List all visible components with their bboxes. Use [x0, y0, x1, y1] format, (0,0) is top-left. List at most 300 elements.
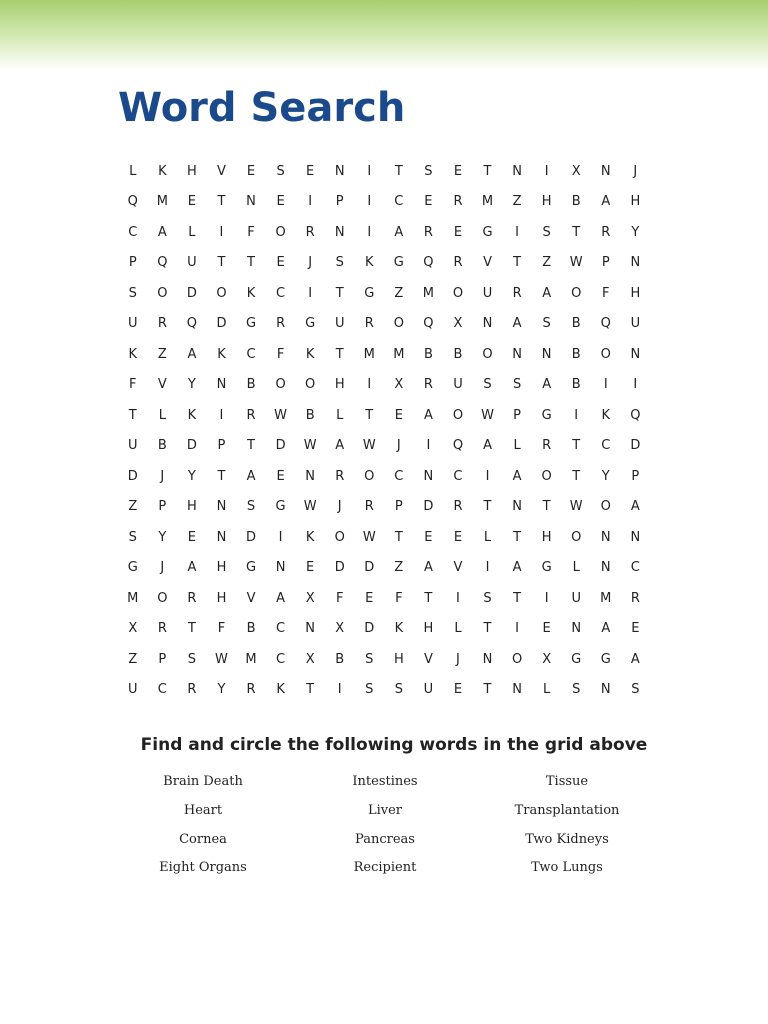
grid-letter: R — [453, 194, 463, 210]
grid-letter: E — [276, 255, 285, 271]
grid-letter: N — [216, 499, 227, 515]
grid-letter: B — [246, 377, 256, 393]
grid-letter: X — [305, 651, 315, 667]
grid-letter: R — [335, 468, 345, 484]
grid-letter: R — [187, 682, 197, 698]
grid-letter: B — [305, 407, 315, 423]
grid-letter: V — [217, 163, 226, 179]
grid-letter: D — [364, 621, 375, 637]
grid-letter: O — [216, 285, 227, 301]
word-item: Heart — [183, 803, 223, 818]
grid-letter: T — [335, 346, 344, 362]
grid-letter: I — [219, 407, 224, 423]
grid-letter: T — [572, 468, 581, 484]
grid-letter: H — [393, 651, 404, 667]
grid-letter: E — [276, 194, 285, 210]
grid-row — [118, 370, 650, 401]
grid-letter: N — [512, 163, 522, 179]
word-item: Brain Death — [163, 774, 243, 789]
grid-letter: X — [335, 621, 345, 637]
grid-letter: O — [482, 346, 493, 362]
grid-letter: L — [572, 560, 580, 576]
grid-letter: A — [630, 499, 640, 515]
grid-letter: N — [512, 682, 522, 698]
grid-letter: S — [542, 316, 551, 332]
grid-row — [118, 522, 650, 553]
grid-letter: M — [393, 346, 405, 362]
grid-letter: T — [335, 285, 344, 301]
grid-letter: S — [246, 499, 256, 515]
grid-letter: F — [276, 346, 285, 362]
grid-letter: F — [129, 377, 137, 393]
grid-row — [118, 583, 650, 614]
grid-letter: T — [572, 438, 581, 454]
grid-letter: L — [188, 224, 196, 240]
grid-letter: S — [394, 682, 403, 698]
grid-letter: W — [215, 651, 228, 667]
grid-letter: Y — [601, 468, 610, 484]
grid-letter: R — [364, 499, 374, 515]
grid-letter: L — [483, 529, 492, 545]
grid-letter: C — [453, 468, 463, 484]
grid-letter: F — [247, 224, 255, 240]
grid-letter: T — [513, 590, 522, 606]
grid-letter: N — [630, 255, 641, 271]
grid-letter: T — [513, 255, 522, 271]
grid-letter: S — [483, 590, 492, 606]
grid-letter: O — [600, 499, 611, 515]
grid-letter: N — [482, 651, 493, 667]
grid-letter: C — [601, 438, 611, 454]
grid-letter: C — [394, 468, 404, 484]
grid-letter: I — [337, 682, 342, 698]
grid-row — [118, 156, 650, 187]
grid-letter: T — [247, 438, 255, 454]
grid-letter: U — [128, 316, 138, 332]
grid-letter: V — [423, 651, 433, 667]
grid-letter: B — [246, 621, 256, 637]
grid-letter: J — [396, 438, 401, 454]
grid-letter: B — [423, 346, 433, 362]
grid-letter: D — [186, 285, 197, 301]
grid-row — [118, 614, 650, 645]
grid-letter: B — [335, 651, 345, 667]
grid-letter: R — [276, 316, 286, 332]
grid-letter: G — [541, 407, 552, 423]
grid-letter: C — [276, 621, 286, 637]
word-item: Liver — [367, 803, 403, 818]
grid-letter: Y — [187, 468, 196, 484]
grid-letter: E — [276, 468, 285, 484]
grid-letter: Q — [157, 255, 168, 271]
grid-letter: W — [362, 438, 376, 454]
grid-letter: C — [394, 194, 404, 210]
grid-letter: T — [513, 529, 522, 545]
grid-letter: V — [453, 560, 463, 576]
grid-letter: U — [423, 682, 434, 698]
grid-letter: Q — [600, 316, 611, 332]
grid-letter: F — [602, 285, 610, 301]
grid-letter: E — [394, 407, 403, 423]
grid-letter: B — [571, 194, 581, 210]
grid-letter: I — [426, 438, 431, 454]
word-list — [0, 772, 768, 892]
grid-letter: Y — [187, 377, 196, 393]
grid-letter: G — [364, 285, 375, 301]
grid-letter: W — [569, 499, 583, 515]
grid-letter: K — [246, 285, 256, 301]
grid-letter: P — [394, 499, 403, 515]
grid-letter: R — [453, 499, 463, 515]
grid-letter: S — [128, 529, 137, 545]
grid-letter: N — [482, 316, 493, 332]
grid-row — [118, 339, 650, 370]
grid-letter: I — [308, 194, 313, 210]
grid-letter: Q — [630, 407, 641, 423]
word-item: Eight Organs — [159, 860, 247, 875]
grid-letter: T — [542, 499, 551, 515]
grid-letter: T — [365, 407, 374, 423]
grid-letter: V — [483, 255, 492, 271]
grid-letter: N — [275, 560, 286, 576]
grid-letter: S — [276, 163, 285, 179]
grid-letter: F — [395, 590, 403, 606]
grid-letter: N — [512, 499, 522, 515]
grid-letter: U — [128, 682, 138, 698]
grid-letter: R — [305, 224, 315, 240]
grid-letter: U — [571, 590, 581, 606]
grid-letter: S — [424, 163, 433, 179]
grid-letter: T — [217, 468, 226, 484]
grid-letter: I — [603, 377, 608, 393]
grid-letter: H — [334, 377, 345, 393]
grid-letter: E — [453, 529, 463, 545]
grid-letter: C — [630, 560, 640, 576]
grid-letter: F — [335, 590, 344, 606]
grid-letter: U — [482, 285, 493, 301]
grid-row — [118, 217, 650, 248]
grid-letter: G — [245, 316, 257, 332]
grid-letter: R — [630, 590, 640, 606]
grid-letter: E — [187, 194, 197, 210]
grid-letter: G — [245, 560, 257, 576]
grid-letter: F — [217, 621, 226, 637]
grid-letter: A — [187, 346, 197, 362]
grid-letter: I — [367, 377, 372, 393]
grid-letter: A — [630, 651, 640, 667]
grid-letter: M — [481, 194, 494, 210]
grid-letter: S — [512, 377, 522, 393]
grid-letter: W — [362, 529, 376, 545]
grid-letter: E — [453, 682, 463, 698]
grid-letter: D — [275, 438, 286, 454]
grid-letter: G — [482, 224, 493, 240]
grid-letter: P — [158, 499, 167, 515]
grid-letter: K — [305, 529, 315, 545]
grid-letter: Z — [542, 255, 552, 271]
word-item: Two Lungs — [531, 860, 603, 875]
grid-letter: X — [128, 621, 138, 637]
grid-letter: M — [363, 346, 375, 362]
grid-letter: I — [515, 224, 520, 240]
grid-letter: R — [364, 316, 374, 332]
grid-letter: K — [187, 407, 197, 423]
grid-letter: Y — [631, 224, 640, 240]
grid-letter: D — [216, 316, 227, 332]
grid-letter: S — [483, 377, 492, 393]
grid-letter: U — [453, 377, 463, 393]
grid-letter: Z — [128, 651, 138, 667]
grid-letter: L — [543, 682, 551, 698]
grid-letter: S — [187, 651, 197, 667]
grid-letter: H — [630, 285, 641, 301]
grid-letter: N — [334, 163, 345, 179]
grid-letter: A — [246, 468, 256, 484]
grid-letter: D — [186, 438, 197, 454]
grid-letter: N — [600, 163, 611, 179]
grid-letter: S — [128, 285, 137, 301]
grid-letter: Y — [217, 682, 226, 698]
grid-letter: O — [571, 529, 582, 545]
grid-letter: E — [424, 194, 433, 210]
grid-letter: P — [335, 194, 344, 210]
grid-letter: O — [600, 346, 611, 362]
grid-letter: P — [158, 651, 167, 667]
grid-letter: N — [541, 346, 552, 362]
grid-letter: Q — [452, 438, 464, 454]
grid-letter: S — [365, 682, 374, 698]
grid-letter: E — [365, 590, 374, 606]
grid-letter: O — [452, 285, 464, 301]
grid-letter: N — [305, 621, 316, 637]
grid-letter: I — [278, 529, 283, 545]
grid-letter: Z — [157, 346, 167, 362]
grid-letter: D — [630, 438, 641, 454]
grid-letter: B — [453, 346, 463, 362]
grid-letter: S — [365, 651, 374, 667]
grid-letter: S — [631, 682, 640, 698]
word-item: Two Kidneys — [525, 832, 609, 847]
grid-letter: O — [334, 529, 345, 545]
grid-letter: A — [601, 621, 611, 637]
grid-letter: A — [187, 560, 197, 576]
grid-letter: I — [367, 224, 372, 240]
grid-letter: D — [127, 468, 138, 484]
grid-letter: R — [246, 682, 256, 698]
word-item: Transplantation — [514, 803, 620, 818]
grid-letter: A — [512, 468, 522, 484]
grid-row — [118, 675, 650, 706]
grid-letter: R — [187, 590, 197, 606]
grid-letter: N — [571, 621, 582, 637]
grid-letter: K — [276, 682, 285, 698]
grid-letter: P — [128, 255, 137, 271]
grid-letter: T — [424, 590, 433, 606]
grid-letter: G — [305, 316, 316, 332]
grid-row — [118, 248, 650, 279]
grid-letter: U — [187, 255, 197, 271]
grid-letter: K — [601, 407, 611, 423]
grid-letter: O — [452, 407, 464, 423]
grid-letter: J — [337, 499, 342, 515]
letter-grid — [118, 156, 650, 705]
grid-letter: X — [542, 651, 552, 667]
grid-letter: T — [394, 529, 403, 545]
grid-letter: A — [335, 438, 345, 454]
grid-letter: N — [630, 346, 641, 362]
grid-letter: P — [631, 468, 640, 484]
grid-letter: S — [542, 224, 551, 240]
grid-letter: R — [157, 621, 167, 637]
grid-letter: T — [483, 682, 492, 698]
grid-letter: J — [160, 560, 165, 576]
grid-letter: A — [542, 377, 552, 393]
grid-letter: C — [128, 224, 138, 240]
grid-letter: L — [129, 163, 137, 179]
grid-letter: N — [600, 682, 611, 698]
grid-letter: E — [542, 621, 551, 637]
grid-letter: E — [453, 163, 463, 179]
grid-letter: O — [275, 377, 286, 393]
page-title: Word Search — [118, 85, 406, 131]
grid-letter: I — [515, 621, 520, 637]
grid-letter: Z — [394, 560, 404, 576]
grid-letter: A — [423, 407, 433, 423]
grid-letter: D — [334, 560, 345, 576]
grid-letter: O — [305, 377, 316, 393]
grid-letter: E — [187, 529, 197, 545]
grid-letter: H — [541, 194, 552, 210]
grid-letter: Z — [128, 499, 138, 515]
word-item: Cornea — [179, 832, 227, 847]
grid-letter: R — [512, 285, 522, 301]
grid-letter: U — [128, 438, 138, 454]
grid-letter: U — [630, 316, 641, 332]
grid-letter: N — [216, 529, 227, 545]
grid-letter: K — [217, 346, 226, 362]
grid-letter: Z — [512, 194, 522, 210]
grid-letter: C — [157, 682, 167, 698]
grid-letter: J — [160, 468, 165, 484]
grid-letter: O — [157, 590, 168, 606]
grid-letter: E — [631, 621, 640, 637]
grid-letter: C — [246, 346, 256, 362]
grid-letter: I — [544, 590, 549, 606]
grid-letter: C — [276, 651, 286, 667]
grid-letter: O — [511, 651, 523, 667]
grid-letter: T — [394, 163, 403, 179]
grid-letter: I — [574, 407, 579, 423]
grid-letter: X — [394, 377, 404, 393]
grid-letter: T — [247, 255, 255, 271]
grid-letter: G — [275, 499, 286, 515]
grid-letter: G — [541, 560, 552, 576]
grid-letter: J — [308, 255, 313, 271]
grid-letter: G — [600, 651, 611, 667]
grid-letter: V — [157, 377, 167, 393]
grid-letter: O — [364, 468, 375, 484]
grid-letter: K — [394, 621, 404, 637]
grid-letter: J — [456, 651, 460, 667]
grid-letter: R — [453, 255, 463, 271]
grid-letter: E — [246, 163, 256, 179]
grid-letter: N — [423, 468, 434, 484]
grid-row — [118, 400, 650, 431]
grid-letter: I — [633, 377, 638, 393]
grid-letter: E — [306, 560, 315, 576]
grid-letter: O — [541, 468, 552, 484]
grid-letter: Q — [186, 316, 198, 332]
grid-letter: O — [393, 316, 404, 332]
grid-letter: A — [483, 438, 492, 454]
grid-letter: K — [128, 346, 138, 362]
grid-letter: K — [158, 163, 167, 179]
grid-letter: I — [219, 224, 224, 240]
grid-letter: R — [601, 224, 611, 240]
grid-letter: S — [572, 682, 581, 698]
grid-letter: M — [422, 285, 435, 301]
grid-letter: R — [423, 377, 433, 393]
grid-letter: T — [572, 224, 581, 240]
grid-letter: D — [246, 529, 257, 545]
grid-row — [118, 431, 650, 462]
grid-letter: W — [274, 407, 288, 423]
grid-letter: J — [633, 163, 638, 179]
grid-letter: O — [157, 285, 168, 301]
grid-letter: R — [423, 224, 433, 240]
grid-letter: N — [630, 529, 641, 545]
header-band — [0, 0, 768, 70]
grid-letter: X — [571, 163, 581, 179]
grid-letter: I — [544, 163, 549, 179]
grid-letter: H — [216, 560, 227, 576]
grid-letter: Q — [423, 316, 434, 332]
grid-letter: A — [394, 224, 404, 240]
grid-letter: P — [217, 438, 226, 454]
grid-letter: B — [571, 346, 581, 362]
grid-letter: L — [513, 438, 521, 454]
grid-letter: T — [217, 255, 226, 271]
grid-letter: W — [569, 255, 583, 271]
grid-letter: T — [483, 499, 492, 515]
grid-letter: H — [630, 194, 641, 210]
grid-letter: A — [512, 560, 522, 576]
word-item: Pancreas — [355, 832, 415, 847]
grid-letter: E — [453, 224, 463, 240]
grid-letter: T — [306, 682, 315, 698]
grid-letter: A — [423, 560, 433, 576]
grid-letter: I — [485, 560, 490, 576]
grid-letter: R — [246, 407, 256, 423]
grid-letter: S — [335, 255, 344, 271]
grid-letter: U — [334, 316, 345, 332]
grid-letter: K — [365, 255, 374, 271]
word-item: Tissue — [545, 774, 589, 789]
grid-letter: T — [128, 407, 137, 423]
word-item: Intestines — [352, 774, 418, 789]
grid-letter: N — [334, 224, 345, 240]
grid-letter: L — [454, 621, 462, 637]
grid-letter: G — [393, 255, 404, 271]
grid-letter: D — [423, 499, 434, 515]
grid-letter: V — [246, 590, 256, 606]
grid-letter: Q — [423, 255, 434, 271]
grid-letter: A — [512, 316, 522, 332]
grid-letter: M — [127, 590, 139, 606]
grid-letter: Y — [158, 529, 167, 545]
grid-letter: N — [305, 468, 316, 484]
grid-row — [118, 309, 650, 340]
